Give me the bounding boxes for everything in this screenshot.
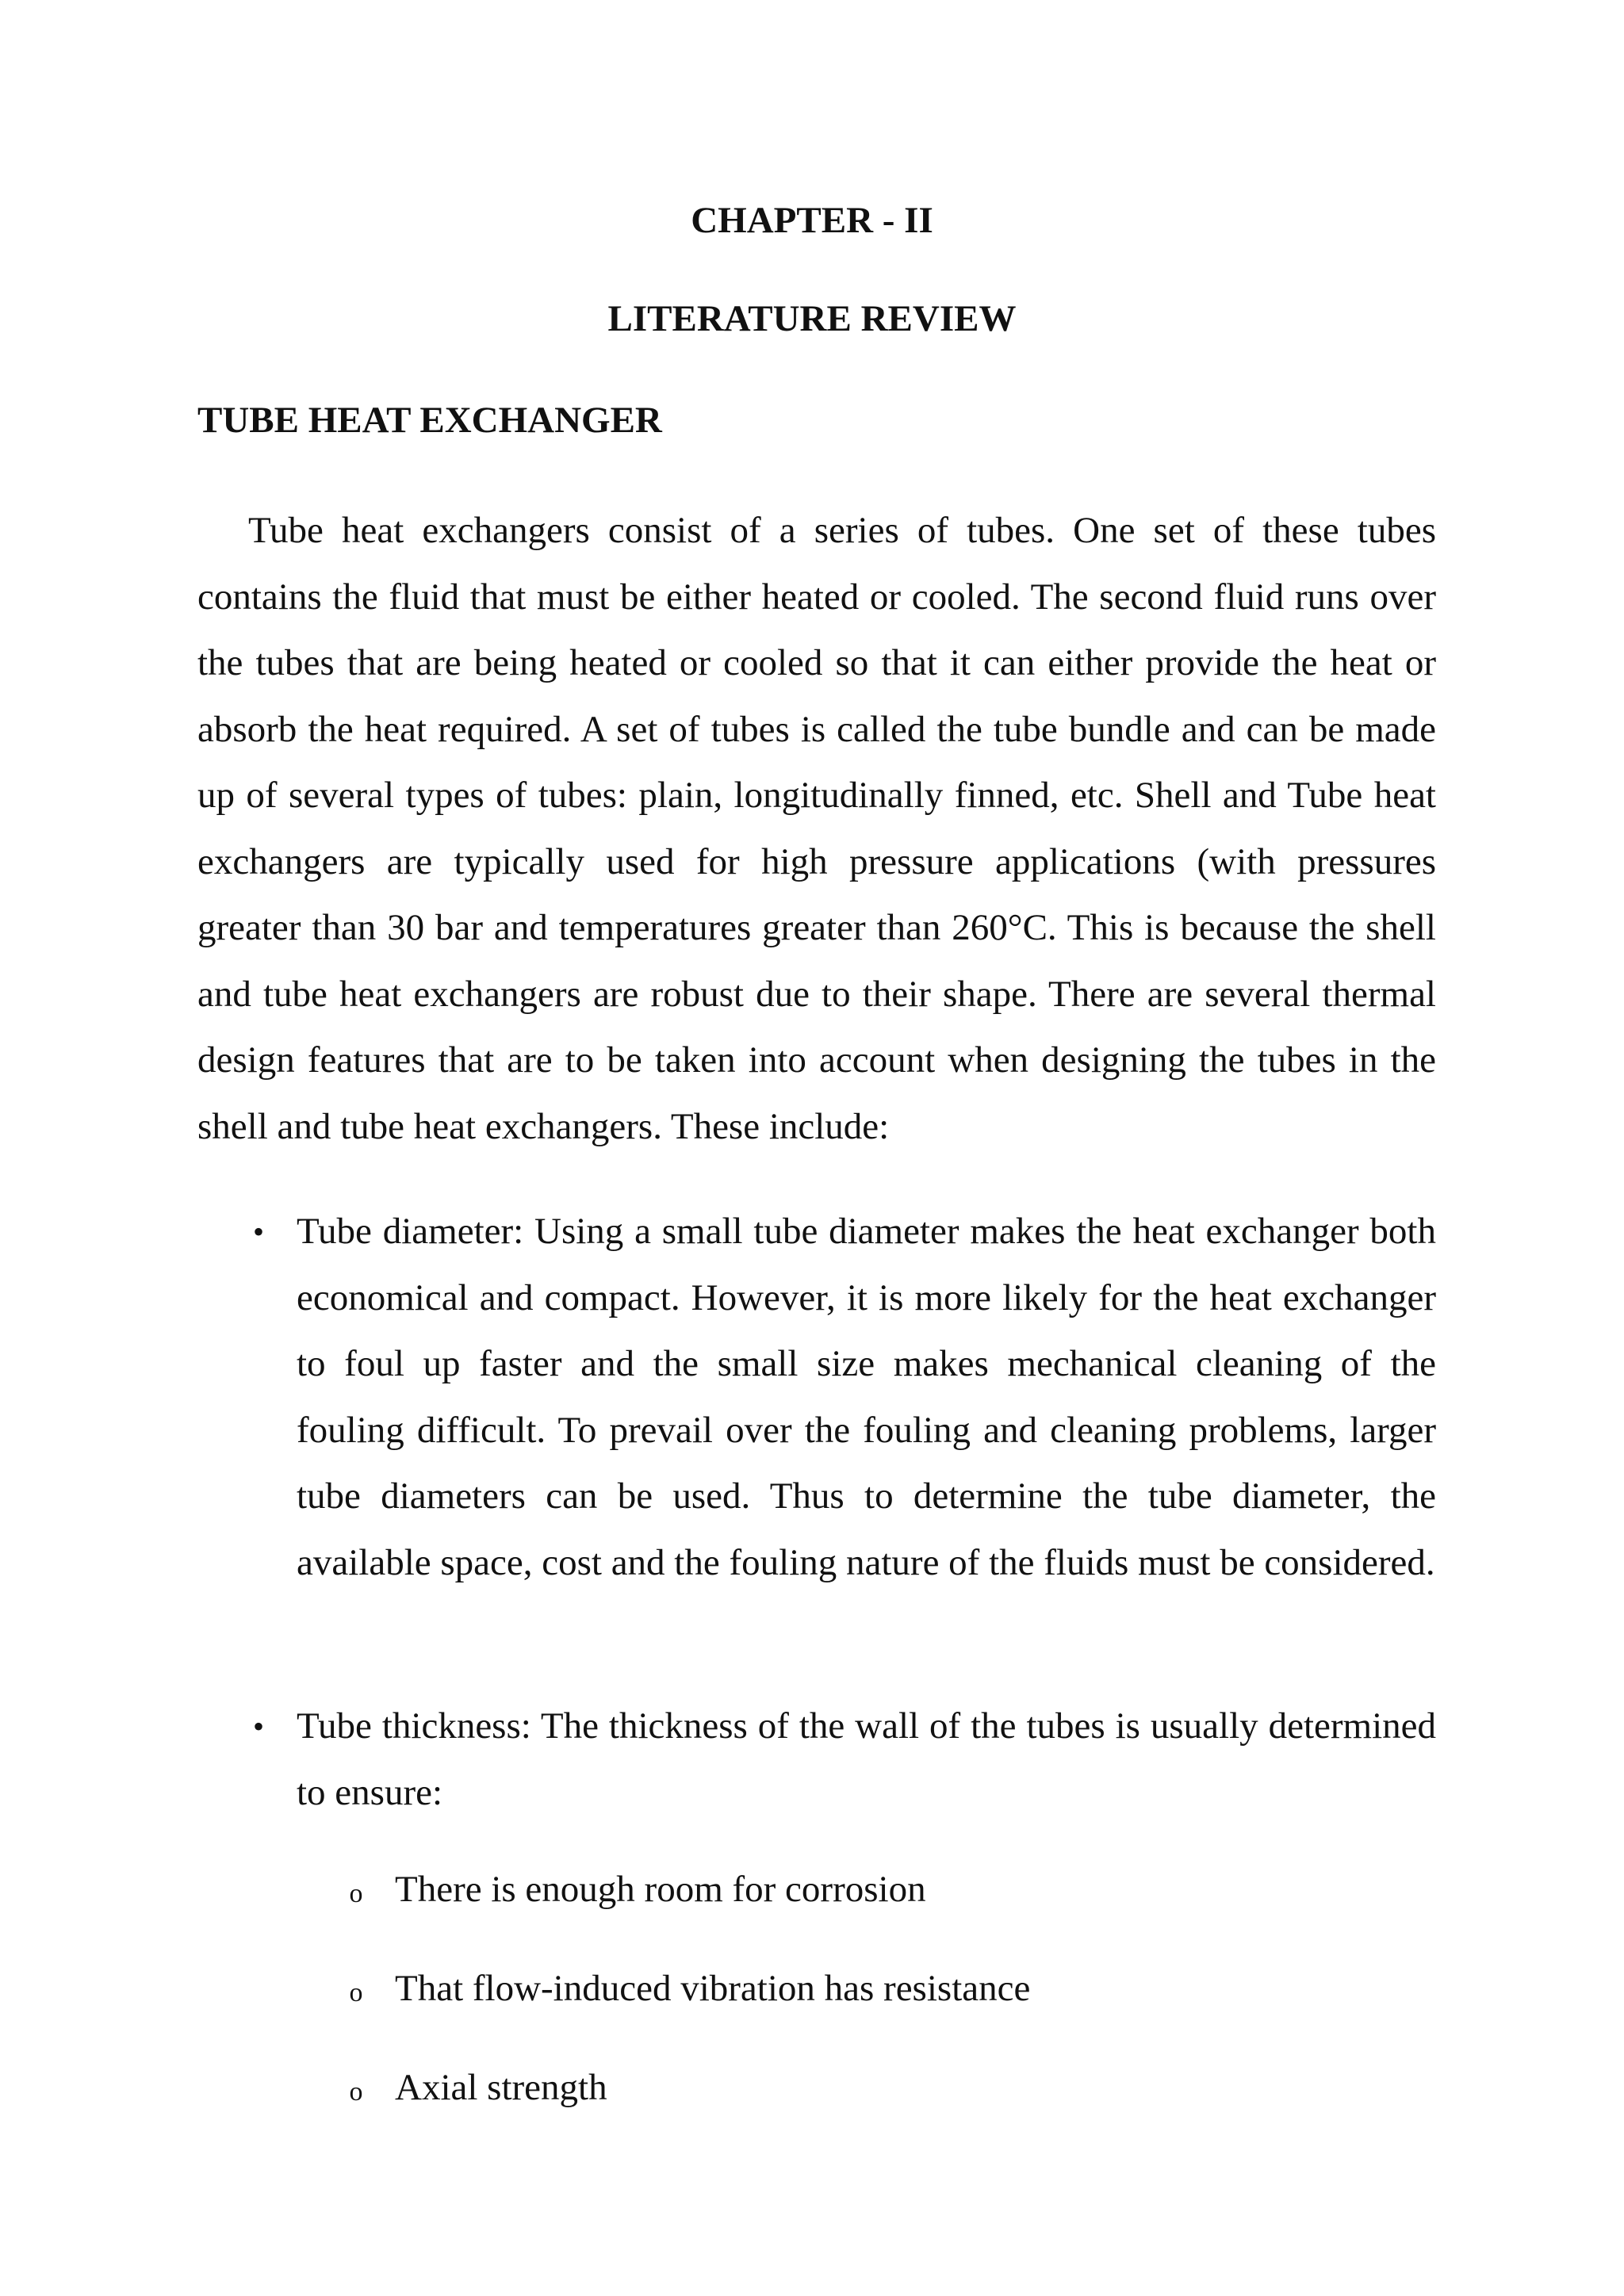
list-item [252,1199,1436,1596]
sub-list-item-text: Axial strength [395,2067,607,2108]
sub-list-item [349,2064,607,2111]
sub-list-item [349,1965,1031,2012]
sub-list-item [349,1866,926,1913]
list-item-text: Tube diameter: Using a small tube diameter makes the heat exchanger both economical and compact. However, it is more likely for the heat exchanger to foul up faster and the small size makes mechanical cleaning of the fouling difficult. To prevail over the fouling and cleaning problems, larger tube diameters can be used. Thus to determine the tube diameter, the available space, cost and the fouling nature of the fluids must be considered. [297,1211,1436,1583]
sub-bullet-marker: o [349,1978,363,2007]
bullet-marker: • [252,1709,264,1744]
bullet-marker: • [252,1214,264,1249]
subsection-heading: TUBE HEAT EXCHANGER [197,400,662,441]
list-item [252,1693,1436,1826]
chapter-title: CHAPTER - II [691,200,933,241]
sub-list-item-text: That flow-induced vibration has resistance [395,1968,1031,2009]
sub-bullet-marker: o [349,2077,363,2107]
section-title: LITERATURE REVIEW [607,298,1017,339]
sub-bullet-marker: o [349,1879,363,1908]
list-item-text: Tube thickness: The thickness of the wall of the tubes is usually determined to ensure: [297,1705,1436,1813]
intro-paragraph: Tube heat exchangers consist of a series of tubes. One set of these tubes contains the fluid that must be either heated or cooled. The second fluid runs over the tubes that are being heated or cooled so that it can either provide the heat or absorb the heat required. A set of tubes is called the tube bundle and can be made up of several types of tubes: plain, longitudinally finned, etc. Shell and Tube heat exchangers are typically used for high pressure applications (with pressures greater than 30 bar and temperatures greater than 260°C. This is because the shell and tube heat exchangers are robust due to their shape. There are several thermal design features that are to be taken into account when designing the tubes in the shell and tube heat exchangers. These include: [197,510,1436,1147]
sub-list-item-text: There is enough room for corrosion [395,1869,926,1910]
